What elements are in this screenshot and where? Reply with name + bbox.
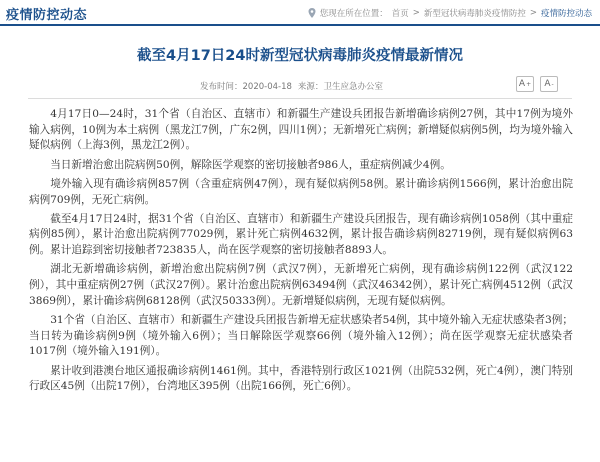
paragraph-hubei: 湖北无新增确诊病例，新增治愈出院病例7例（武汉7例），无新增死亡病例，现有确诊病例122例（武汉122例），其中重症病例27例（武汉27例）。累计治愈出院病例63494例（武汉46342例），累计死亡病例4512例（武汉3869例），累计确诊病例68128例（武汉50333例）。无新增疑似病例，无现有疑似病例。 <box>29 263 573 307</box>
breadcrumb-link-home[interactable]: 首页 <box>391 9 409 19</box>
breadcrumb-link-epidemic[interactable]: 新型冠状病毒肺炎疫情防控 <box>423 9 526 19</box>
font-decrease-button[interactable]: A - <box>540 76 558 92</box>
paragraph-recovered: 当日新增治愈出院病例50例，解除医学观察的密切接触者986人，重症病例减少4例。 <box>50 158 451 171</box>
breadcrumb-current[interactable]: 疫情防控动态 <box>540 9 592 19</box>
paragraph-daily-new: 4月17日0—24时，31个省（自治区、直辖市）和新疆生产建设兵团报告新增确诊病例27例，其中17例为境外输入病例，10例为本土病例（黑龙江7例，广东2例，四川1例）；无新增死亡病例；新增疑似病例5例，均为境外输入疑似病例（上海3例，黑龙江2例）。 <box>29 108 573 152</box>
breadcrumb-prefix: 您现在所在位置： <box>319 9 388 19</box>
paragraph-asymptomatic: 31个省（自治区、直辖市）和新疆生产建设兵团报告新增无症状感染者54例，其中境外输入无症状感染者3例；当日转为确诊病例9例（境外输入6例）；当日解除医学观察66例（境外输入12例）；尚在医学观察无症状感染者1017例（境外输入191例）。 <box>29 313 573 358</box>
publish-date: 2020-04-18 <box>242 82 292 92</box>
article-body <box>29 107 573 398</box>
meta-divider <box>28 98 572 99</box>
paragraph-hk-macao-taiwan: 累计收到港澳台地区通报确诊病例1461例。其中，香港特别行政区1021例（出院532例，死亡4例），澳门特别行政区45例（出院17例），台湾地区395例（出院166例，死亡6例）。 <box>29 364 573 393</box>
breadcrumb-separator: > <box>529 8 537 18</box>
article-meta <box>0 74 600 96</box>
source-label: 来源： <box>297 82 324 92</box>
meta-text <box>200 80 383 92</box>
source-name: 卫生应急办公室 <box>323 82 383 92</box>
breadcrumb-separator: > <box>412 8 420 18</box>
paragraph-imported: 境外输入现有确诊病例857例（含重症病例47例），现有疑似病例58例。累计确诊病例1566例，累计治愈出院病例709例，无死亡病例。 <box>29 177 573 206</box>
paragraph-cumulative: 截至4月17日24时，据31个省（自治区、直辖市）和新疆生产建设兵团报告，现有确诊病例1058例（其中重症病例85例），累计治愈出院病例77029例，累计死亡病例4632例，累计报告确诊病例82719例，现有疑似病例63例。累计追踪到密切接触者723835人，尚在医学观察的密切接触者8893人。 <box>29 212 573 257</box>
breadcrumb <box>308 7 592 19</box>
date-label: 发布时间： <box>200 82 243 92</box>
location-pin-icon <box>308 8 316 18</box>
section-title: 疫情防控动态 <box>6 8 88 23</box>
top-bar <box>0 0 600 26</box>
font-size-controls <box>516 76 558 92</box>
article-title: 截至4月17日24时新型冠状病毒肺炎疫情最新情况 <box>137 48 463 64</box>
font-increase-button[interactable]: A + <box>516 76 534 92</box>
